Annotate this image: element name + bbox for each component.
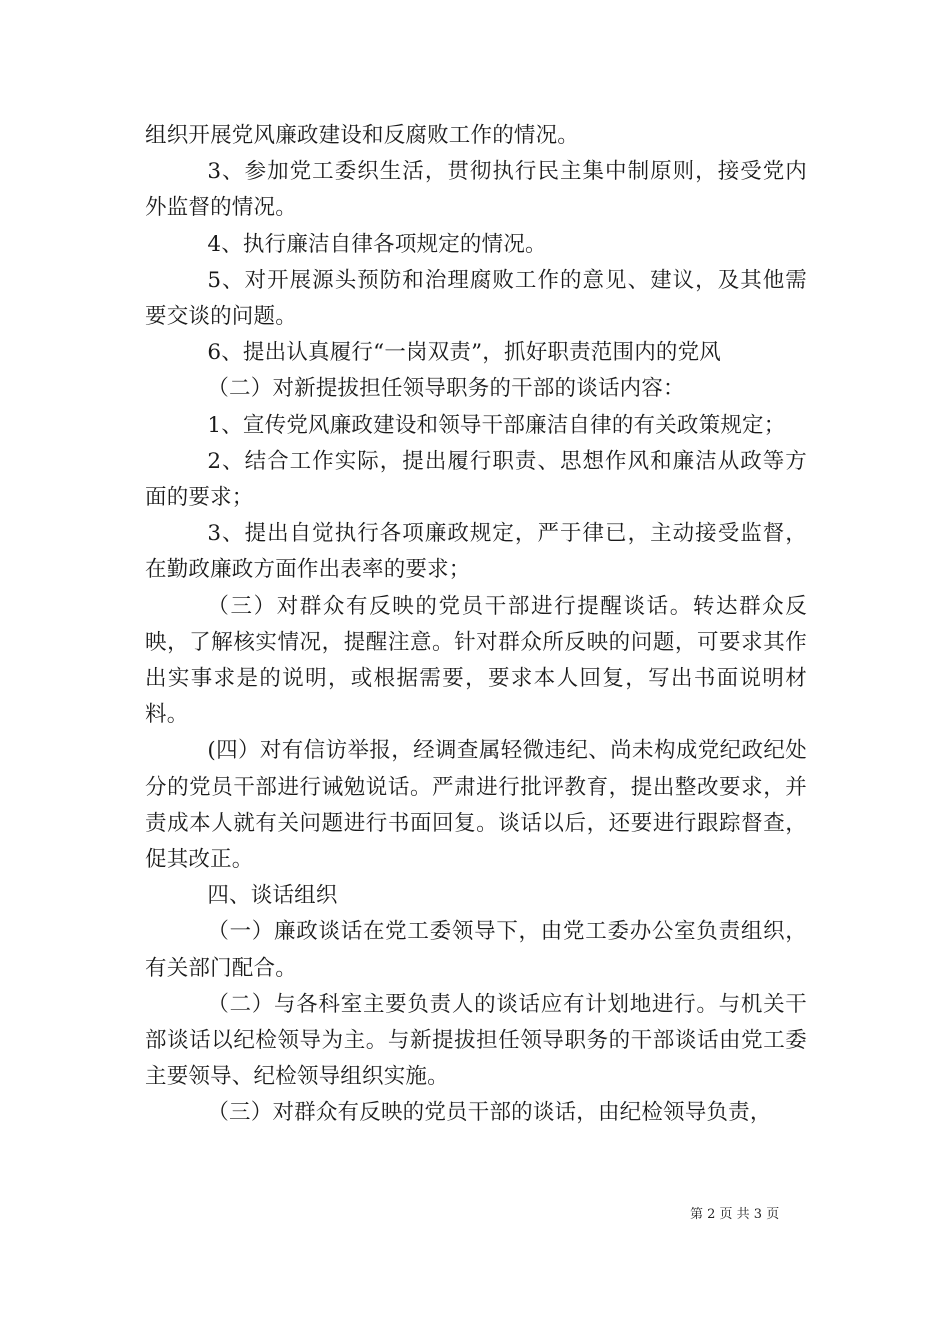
paragraph: （二）与各科室主要负责人的谈话应有计划地进行。与机关干部谈话以纪检领导为主。与新提拔担任领导职务的干部谈话由党工委主要领导、纪检领导组织实施。 — [145, 991, 807, 1090]
paragraph: 2、结合工作实际，提出履行职责、思想作风和廉洁从政等方面的要求； — [145, 448, 807, 511]
paragraph: 6、提出认真履行“一岗双责”，抓好职责范围内的党风 — [207, 340, 722, 366]
paragraph: 1、宣传党风廉政建设和领导干部廉洁自律的有关政策规定； — [207, 412, 786, 438]
document-body — [145, 118, 807, 1132]
paragraph: 3、提出自觉执行各项廉政规定，严于律已，主动接受监督，在勤政廉政方面作出表率的要求； — [145, 521, 807, 583]
paragraph: (四）对有信访举报，经调查属轻微违纪、尚未构成党纪政纪处分的党员干部进行诫勉说话。严肃进行批评教育，提出整改要求，并责成本人就有关问题进行书面回复。谈话以后，还要进行跟踪督查，促其改正。 — [145, 738, 807, 873]
paragraph: 组织开展党风廉政建设和反腐败工作的情况。 — [145, 123, 580, 148]
page-number-footer: 第 2 页 共 3 页 — [690, 1207, 780, 1222]
paragraph: （三）对群众有反映的党员干部进行提醒谈话。转达群众反映，了解核实情况，提醒注意。针对群众所反映的问题，可要求其作出实事求是的说明，或根据需要，要求本人回复，写出书面说明材料。 — [145, 593, 807, 728]
paragraph: （一）廉政谈话在党工委领导下，由党工委办公室负责组织，有关部门配合。 — [145, 919, 807, 981]
paragraph: 3、参加党工委织生活，贯彻执行民主集中制原则，接受党内外监督的情况。 — [145, 159, 807, 221]
paragraph: 5、对开展源头预防和治理腐败工作的意见、建议，及其他需要交谈的问题。 — [145, 267, 807, 330]
paragraph: （二）对新提拔担任领导职务的干部的谈话内容： — [207, 376, 685, 402]
paragraph: 4、执行廉洁自律各项规定的情况。 — [207, 231, 547, 257]
section-heading: 四、谈话组织 — [207, 883, 338, 909]
paragraph: （三）对群众有反映的党员干部的谈话，由纪检领导负责， — [207, 1100, 772, 1126]
